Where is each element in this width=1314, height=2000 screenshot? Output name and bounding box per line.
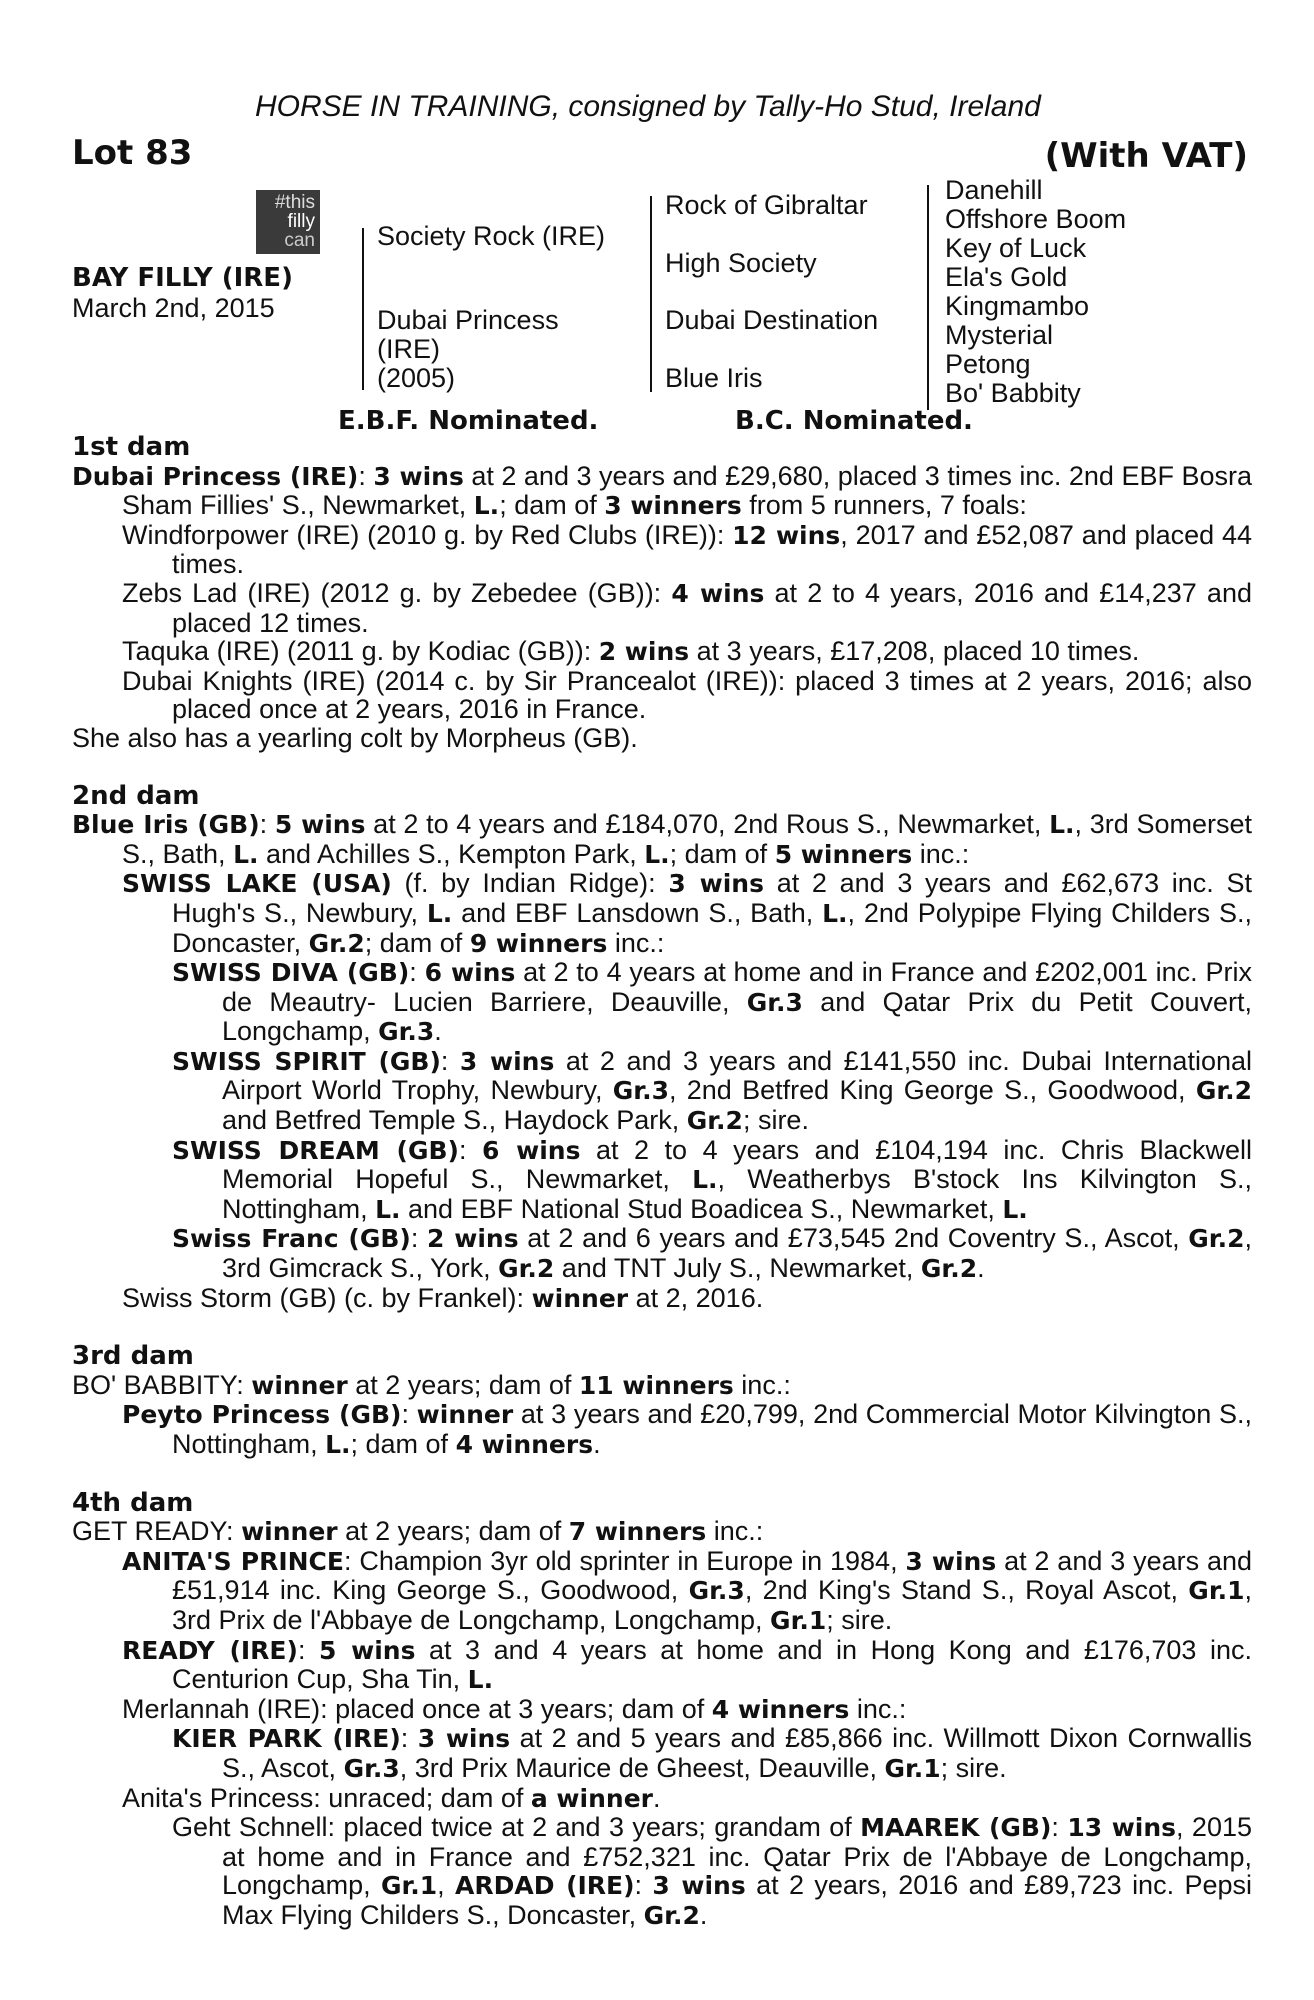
produce-entry: Peyto Princess (GB): winner at 3 years and £20,799, 2nd Commercial Motor Kilvington S., Nottingham, L.; dam of 4 winners. bbox=[122, 1399, 1252, 1459]
pedigree-gen3-1: Danehill bbox=[945, 175, 1043, 205]
produce-note: She also has a yearling colt by Morpheus (GB). bbox=[72, 722, 638, 753]
logo-line-1: #this bbox=[274, 192, 315, 213]
produce-entry: Merlannah (IRE): placed once at 3 years; dam of 4 winners inc.: bbox=[122, 1693, 907, 1724]
produce-entry: SWISS LAKE (USA) (f. by Indian Ridge): 3 wins at 2 and 3 years and £62,673 inc. St Hugh's S., Newbury, L. and EBF Lansdown S., Bath, L., 2nd Polypipe Flying Childers S., Doncaster, Gr.2; dam of 9 winners inc.: bbox=[122, 868, 1252, 958]
this-filly-can-logo bbox=[256, 190, 320, 254]
pedigree-sire: Society Rock (IRE) bbox=[377, 221, 606, 251]
produce-entry: READY (IRE): 5 wins at 3 and 4 years at home and in Hong Kong and £176,703 inc. Centurion Cup, Sha Tin, L. bbox=[122, 1634, 1252, 1695]
pedigree-dam-line-2: (IRE) bbox=[377, 334, 440, 364]
vat-status: (With VAT) bbox=[1044, 136, 1248, 176]
produce-entry: Windforpower (IRE) (2010 g. by Red Clubs (IRE)): 12 wins, 2017 and £52,087 and placed 44 times. bbox=[122, 519, 1252, 580]
first-dam-entry: Dubai Princess (IRE): 3 wins at 2 and 3 years and £29,680, placed 3 times inc. 2nd EBF Bosra Sham Fillies' S., Newmarket, L.; dam of 3 winners from 5 runners, 7 foals: bbox=[72, 460, 1252, 521]
consignor-line: HORSE IN TRAINING, consigned by Tally-Ho Stud, Ireland bbox=[255, 90, 1041, 123]
pedigree-gen3-6: Mysterial bbox=[945, 320, 1054, 350]
pedigree-dam-line-1: Dubai Princess bbox=[377, 305, 559, 335]
produce-entry: Geht Schnell: placed twice at 2 and 3 years; grandam of MAAREK (GB): 13 wins, 2015 at home and in France and £752,321 inc. Qatar Prix de l'Abbaye de Longchamp, Longchamp, Gr.1, ARDAD (IRE): 3 wins at 2 years, 2016 and £89,723 inc. Pepsi Max Flying Childers S., Doncaster, Gr.2. bbox=[172, 1812, 1252, 1930]
second-dam-heading: 2nd dam bbox=[72, 780, 200, 811]
fourth-dam-heading: 4th dam bbox=[72, 1487, 194, 1518]
pedigree-divider-2 bbox=[650, 196, 652, 392]
produce-entry: SWISS DIVA (GB): 6 wins at 2 to 4 years at home and in France and £202,001 inc. Prix de Meautry- Lucien Barriere, Deauville, Gr.3 and Qatar Prix du Petit Couvert, Longchamp, Gr.3. bbox=[172, 957, 1252, 1047]
produce-entry: ANITA'S PRINCE: Champion 3yr old sprinter in Europe in 1984, 3 wins at 2 and 3 years and £51,914 inc. King George S., Goodwood, Gr.3, 2nd King's Stand S., Royal Ascot, Gr.1, 3rd Prix de l'Abbaye de Longchamp, Longchamp, Gr.1; sire. bbox=[122, 1545, 1252, 1635]
produce-entry: Dubai Knights (IRE) (2014 c. by Sir Prancealot (IRE)): placed 3 times at 2 years, 2016; also placed once at 2 years, 2016 in France. bbox=[122, 665, 1252, 725]
produce-entry: SWISS SPIRIT (GB): 3 wins at 2 and 3 years and £141,550 inc. Dubai International Airport World Trophy, Newbury, Gr.3, 2nd Betfred King George S., Goodwood, Gr.2 and Betfred Temple S., Haydock Park, Gr.2; sire. bbox=[172, 1045, 1252, 1136]
second-dam-entry: Blue Iris (GB): 5 wins at 2 to 4 years and £184,070, 2nd Rous S., Newmarket, L., 3rd Somerset S., Bath, L. and Achilles S., Kempton Park, L.; dam of 5 winners inc.: bbox=[72, 809, 1252, 869]
pedigree-gen3-3: Key of Luck bbox=[945, 233, 1087, 263]
foaling-date: March 2nd, 2015 bbox=[72, 293, 275, 323]
pedigree-divider-1 bbox=[362, 228, 364, 390]
pedigree-dam-line-3: (2005) bbox=[377, 363, 456, 393]
pedigree-gen3-4: Ela's Gold bbox=[945, 262, 1068, 292]
fourth-dam-entry: GET READY: winner at 2 years; dam of 7 winners inc.: bbox=[72, 1516, 764, 1547]
produce-entry: SWISS DREAM (GB): 6 wins at 2 to 4 years and £104,194 inc. Chris Blackwell Memorial Hopeful S., Newmarket, L., Weatherbys B'stock Ins Kilvington S., Nottingham, L. and EBF National Stud Boadicea S., Newmarket, L. bbox=[172, 1134, 1253, 1224]
logo-line-3: can bbox=[284, 230, 315, 251]
bc-nomination: B.C. Nominated. bbox=[735, 406, 973, 436]
produce-entry: Taquka (IRE) (2011 g. by Kodiac (GB)): 2 wins at 3 years, £17,208, placed 10 times. bbox=[122, 636, 1140, 667]
pedigree-gen3-5: Kingmambo bbox=[945, 291, 1090, 321]
horse-description: BAY FILLY (IRE) bbox=[72, 263, 293, 293]
ebf-nomination: E.B.F. Nominated. bbox=[338, 406, 599, 436]
pedigree-divider-3 bbox=[927, 185, 929, 410]
pedigree-gen3-8: Bo' Babbity bbox=[945, 378, 1081, 408]
pedigree-gen3-2: Offshore Boom bbox=[945, 204, 1127, 234]
produce-entry: Anita's Princess: unraced; dam of a winner. bbox=[122, 1782, 661, 1813]
pedigree-gen2-2: High Society bbox=[665, 248, 817, 278]
logo-line-2: filly bbox=[287, 211, 315, 232]
third-dam-heading: 3rd dam bbox=[72, 1341, 194, 1372]
third-dam-entry: BO' BABBITY: winner at 2 years; dam of 11 winners inc.: bbox=[72, 1369, 791, 1400]
first-dam-heading: 1st dam bbox=[72, 432, 191, 462]
catalogue-body bbox=[72, 433, 1252, 1931]
pedigree-gen2-4: Blue Iris bbox=[665, 363, 763, 393]
produce-entry: KIER PARK (IRE): 3 wins at 2 and 5 years and £85,866 inc. Willmott Dixon Cornwallis S., Ascot, Gr.3, 3rd Prix Maurice de Gheest, Deauville, Gr.1; sire. bbox=[172, 1723, 1252, 1783]
produce-entry: Swiss Storm (GB) (c. by Frankel): winner at 2, 2016. bbox=[122, 1282, 764, 1313]
produce-entry: Swiss Franc (GB): 2 wins at 2 and 6 years and £73,545 2nd Coventry S., Ascot, Gr.2, 3rd Gimcrack S., York, Gr.2 and TNT July S., Newmarket, Gr.2. bbox=[172, 1223, 1252, 1284]
pedigree-gen2-3: Dubai Destination bbox=[665, 305, 879, 335]
pedigree-gen2-1: Rock of Gibraltar bbox=[665, 190, 868, 220]
produce-entry: Zebs Lad (IRE) (2012 g. by Zebedee (GB)): 4 wins at 2 to 4 years, 2016 and £14,237 and placed 12 times. bbox=[122, 577, 1252, 638]
pedigree-gen3-7: Petong bbox=[945, 349, 1031, 379]
lot-number: Lot 83 bbox=[72, 133, 193, 173]
